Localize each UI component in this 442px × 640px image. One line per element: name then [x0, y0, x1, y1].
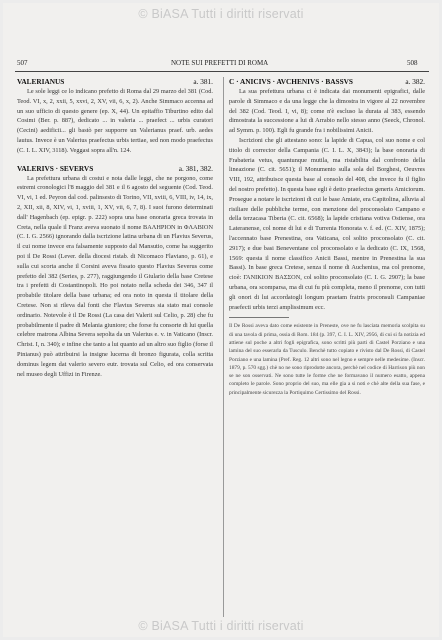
entry-date: a. 381, 382. — [178, 163, 213, 173]
left-page-number: 507 — [17, 59, 28, 67]
right-column — [229, 77, 425, 397]
watermark-bottom: © BiASA Tutti i diritti riservati — [138, 619, 304, 633]
document-page — [3, 3, 439, 637]
entry-paragraph: Iscrizioni che gli attestano sono: la lapide di Capua, col suo nome e col titolo di corrector della Campania (C. I. L. X, 3843); la base onoraria di Frabateria vetus, quantunque mutila, ma ristabilita dal confronto della lineazione (C. cit. 5651); il Monumento sulla sola del Borghesi, Oeuvres VIII, 192, attribuisce questa base al consolo del 408, che invece fu il figlio del nostro prefetto). In questa base egli è detto praefectus generis Amiciorum. Prosegue a notare le iscrizioni di cui le base Amiate, era Capitolina, alluvia al risiliare delle pubbliche terme, con menzione del proconsolato Campano e della terzacasa Tiberia (C. cit. 6568); la lapide cristiana votiva Ostiense, ora Lateranense, col nome di lui e di Turrenia Honorata v. f. ed. (C. XIV, 1875); l'accennato base Prenestina, ora Vaticana, col solito proconsolato (C. cit. 2917); e due basi Beneventane col proconsolato e la dedicato (C. IX, 1568, 1569: questa il nome classifico Anicii Bassi, mentre in Prenestina la sua Bassi). In base greca Cretese, senza il nome di Auchenius, ma col prenome, cioè: ΓΑΝΙΚΙΟΝ ΒΑΣΣΟΝ, col solito proconsolato (C. I. G. 2907); la base urbana, ora scomparsa, ma di cui fu più completa, meno il prenome, con tutti gli onori di lui accordatogli longum praetam fratris proconsuli Campaniae praefecti urbis terzi amplissimum ecc. — [229, 136, 425, 311]
footnote-separator — [229, 317, 289, 318]
entry-date: a. 381. — [193, 77, 213, 86]
entry-paragraph: La prefettura urbana di costui e nota dalle leggi, che ne porgono, come estremi cronologici l'8 maggio del 381 e il 6 agosto del seguente (Cod. Teod. VI, vi, 1 ed. Peyron dal cod. palinsesto di Torino, VII, xviii, 6, VIII, iv, 14, ix, 2, XII, xii, 8, XIV, vi, 1, xviii, 1, XV, vii, 6, 7, 8). I suoi furono determinati dall' Hagenbach (ep. epigr. p. 222) sopra una base onoraria greca trovata in Creta, nella quale il Franz aveva suonato il nome ΒΑΛΗΡΙΟΝ in ΦΛΑΒΙΟΝ (C. I. G. 2566) ignorando dalla iscrizione latina urbana di un Flavius Severus, il cui nome invece era falsamente supposto dal Mansutio, come ha suggerito poi il De Rossi (Lever. della diocesi ristab. di Nicomaco Flaviano, p. 61), e sulla cui scorta anche il Corsini aveva fissato questo Flavius Severus come prefetto del 382 (Series, p. 277), raggiungendo il Giulario della base Cretese tra i prefetti di Costantinopoli. Ho poi notato nella scheda dei 346, 347 il probabile titolare della base urbana; ed ora noto in questa il titolare della Cretese. Non si rileva dal fonti che Flavius Severus sia stato mai console ordinario. Notevole è il De Rossi (La casa dei Valerii sul Celio, p. 28) che fu probabilmente il padre di Melania giuniore; che forse fu consorte di lui quella celebre matrona Albina Severa sepolta da un Valerius e. v. in Vaticano (Inscr. Christ. I, n. 340); e infine che tanto a lui quanto ad un altro suo figlio (forse il Pinianus) può attribuirsi la insigne lucerna di bronzo figurata, colla scritta dominus legem dat valerio severo eutr. trovata sul Celio, ed ora conservata nel museo degli Uffizi in Firenze. — [17, 174, 213, 378]
entry-paragraph: La sua prefettura urbana ci è indicata dai monumenti epigrafici, dalle parole di Simmaco e da una legge che la dimostra in vigore al 22 novembre del 382 (Cod. Teod. I, vi, 8); come n'è escluso la durata al 383, essendo dimostrata la successione a lui di Arrabio nello stesso anno (Seeck, Chronol. ad Symm. p. 100). Egli fu grande fra i nobilissimi Anicii. — [229, 88, 425, 135]
entry-heading — [17, 77, 213, 87]
entry-paragraph: Le sole leggi ce lo indicano prefetto di Roma dal 29 marzo del 381 (Cod. Teod. VI, x, 2, xxii, 5, xxvi, 2, XV, vii, 6, x, 2). Anche Simmaco accenna ad un suo ufficio di questo genere (ep. X, 44). Un epitaffio Tiburtino edito dal Cosimi (Ber. p. 887), dedicato ... in valeria ... praefect ... urbis curatori (Cecini) aedificii... gli bastò per supporre un Valerianus praef. urb. aedes lautus. Invece è un Valerius praefectus urbis tertiae, sed non modo praefectus (C. I. L. XIV, 3118). Veggasi sopra all'n. 124. — [17, 88, 213, 154]
entry-name: VALERIVS · SEVERVS — [17, 163, 94, 173]
entry-heading — [17, 164, 213, 174]
entry-heading — [229, 77, 425, 87]
running-title: NOTE SUI PREFETTI DI ROMA — [171, 59, 269, 67]
footnote: Il De Rossi aveva dato come esistente in Preneste, ove ne fu lasciata memoria scolpita su di una tavola di prima, ossia di Rom. 184 (p. 397, C. I. L. XIV, 2956, di cui si fa notizia ed attiene sul poche a altri fogli epigrafica, sono scritti più parti di Castel Porziano e una lamina del suo esserarla da Tusculo. Benchè tutto copiato e rivisto dal De Rossi, di Castel Porziano e una lamina (Pref. Reg. 12 altri sono nel legno e sempre nelle medesime. (Inscr. 1879, p. 570 sgg.) chè no ne sono riprodotte ancora, perchè nel codice di Harrison più non se ne son osservati. Ne sono tutte le forme che ne formavano il numero esatto, appena completo le parole. Sono proprio del suo, ma elle gia a si noti e chè alte della sua fase, e principalmente sicurezza la Portiquimo Certissimo del Rossi. — [229, 323, 425, 396]
entry-name: C · ANICIVS · AVCHENIVS · BASSVS — [229, 77, 353, 86]
right-page-number: 508 — [407, 59, 418, 67]
watermark-top: © BiASA Tutti i diritti riservati — [138, 7, 304, 21]
left-column — [17, 77, 213, 379]
entry-date: a. 382. — [405, 77, 425, 86]
column-divider — [223, 77, 224, 617]
header-rule — [15, 71, 429, 72]
entry-name: VALERIANUS — [17, 77, 65, 86]
